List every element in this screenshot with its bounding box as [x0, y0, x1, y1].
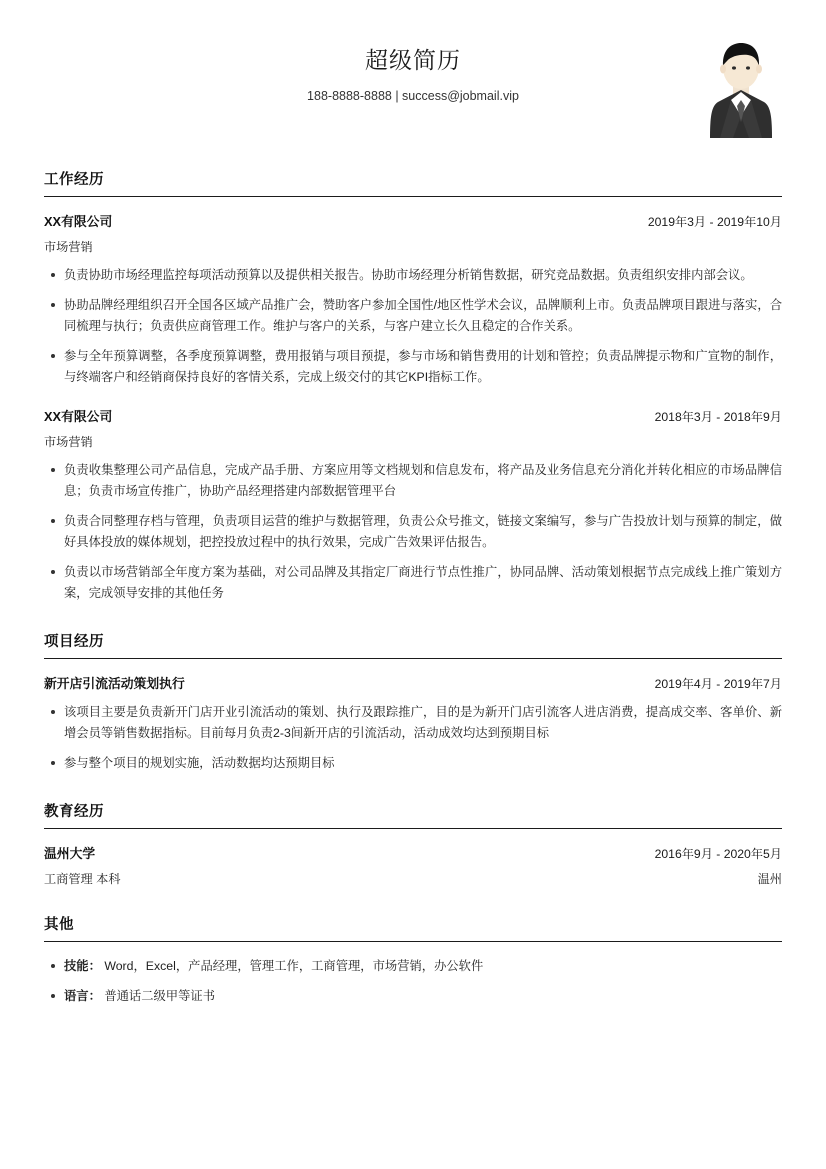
entry-subtitle: 工商管理 本科 — [44, 872, 121, 886]
entry-date: 2016年9月 - 2020年5月 — [654, 847, 782, 861]
bullet-item: 负责收集整理公司产品信息，完成产品手册、方案应用等文档规划和信息发布，将产品及业务信息充分消化并转化相应的市场品牌信息；负责市场宣传推广，协助产品经理搭建内部数据管理平台 — [44, 460, 782, 502]
section-title: 其他 — [44, 917, 74, 933]
entry-header-row — [44, 843, 782, 862]
entry-header-row — [44, 211, 782, 230]
entry-date: 2019年3月 - 2019年10月 — [647, 215, 782, 229]
section-divider — [44, 828, 782, 829]
section-title: 教育经历 — [44, 804, 104, 820]
entry-title: 温州大学 — [44, 846, 96, 861]
bullet-list — [44, 956, 782, 1007]
bullet-list — [44, 265, 782, 388]
entry-subtitle-row — [44, 433, 782, 450]
resume-sections — [44, 168, 782, 1007]
bullet-item: 该项目主要是负责新开门店开业引流活动的策划、执行及跟踪推广，目的是为新开门店引流客人进店消费，提高成交率、客单价、新增会员等销售数据指标。目前每月负责2-3间新开店的引流活动，活动成效均达到预期目标 — [44, 702, 782, 744]
bullet-item — [44, 986, 782, 1007]
resume-section — [44, 630, 782, 774]
section-divider — [44, 658, 782, 659]
bullet-item: 参与整个项目的规划实施，活动数据均达预期目标 — [44, 753, 782, 774]
bullet-item: 协助品牌经理组织召开全国各区域产品推广会，赞助客户参加全国性/地区性学术会议，品牌顺利上市。负责品牌项目跟进与落实，合同梳理与执行；负责供应商管理工作。维护与客户的关系，与客户建立长久且稳定的合作关系。 — [44, 295, 782, 337]
resume-section — [44, 913, 782, 1007]
entry-header-row — [44, 406, 782, 425]
entry-header-row — [44, 673, 782, 692]
avatar-illustration — [700, 30, 782, 138]
resume-section — [44, 168, 782, 604]
entry-date: 2018年3月 - 2018年9月 — [654, 410, 782, 424]
entry-title: XX有限公司 — [44, 214, 113, 229]
resume-entry — [44, 956, 782, 1007]
section-title: 项目经历 — [44, 634, 104, 650]
section-title: 工作经历 — [44, 172, 104, 188]
header-center — [44, 30, 782, 105]
resume-entry — [44, 843, 782, 887]
bullet-text: Word，Excel，产品经理，管理工作，工商管理，市场营销，办公软件 — [100, 959, 484, 973]
bullet-item — [44, 956, 782, 977]
bullet-label: 语言： — [64, 989, 101, 1003]
contact-info: 188-8888-8888 | success@jobmail.vip — [307, 89, 519, 103]
bullet-item: 负责协助市场经理监控每项活动预算以及提供相关报告。协助市场经理分析销售数据，研究竞品数据。负责组织安排内部会议。 — [44, 265, 782, 286]
entry-location: 温州 — [757, 872, 782, 886]
bullet-label: 技能： — [64, 959, 101, 973]
bullet-item: 参与全年预算调整，各季度预算调整，费用报销与项目预提，参与市场和销售费用的计划和管控；负责品牌提示物和广宣物的制作，与终端客户和经销商保持良好的客情关系，完成上级交付的其它KPI指标工作。 — [44, 346, 782, 388]
section-divider — [44, 941, 782, 942]
resume-entry — [44, 406, 782, 604]
bullet-item: 负责合同整理存档与管理，负责项目运营的维护与数据管理，负责公众号推文，链接文案编写，参与广告投放计划与预算的制定，做好具体投放的媒体规划，把控投放过程中的执行效果，完成广告效果评估报告。 — [44, 511, 782, 553]
bullet-item: 负责以市场营销部全年度方案为基础，对公司品牌及其指定厂商进行节点性推广，协同品牌、活动策划根据节点完成线上推广策划方案，完成领导安排的其他任务 — [44, 562, 782, 604]
entry-date: 2019年4月 - 2019年7月 — [654, 677, 782, 691]
page-title: 超级简历 — [365, 47, 461, 73]
resume-section — [44, 800, 782, 887]
entry-title: 新开店引流活动策划执行 — [44, 676, 185, 691]
resume-header — [44, 30, 782, 142]
resume-entry — [44, 211, 782, 388]
bullet-list — [44, 460, 782, 604]
entry-subtitle: 市场营销 — [44, 240, 93, 254]
bullet-list — [44, 702, 782, 774]
resume-entry — [44, 673, 782, 774]
entry-title: XX有限公司 — [44, 409, 113, 424]
bullet-text: 普通话二级甲等证书 — [100, 989, 215, 1003]
section-divider — [44, 196, 782, 197]
avatar — [700, 30, 782, 138]
entry-subtitle-row — [44, 238, 782, 255]
entry-subtitle-row — [44, 870, 782, 887]
entry-subtitle: 市场营销 — [44, 435, 93, 449]
